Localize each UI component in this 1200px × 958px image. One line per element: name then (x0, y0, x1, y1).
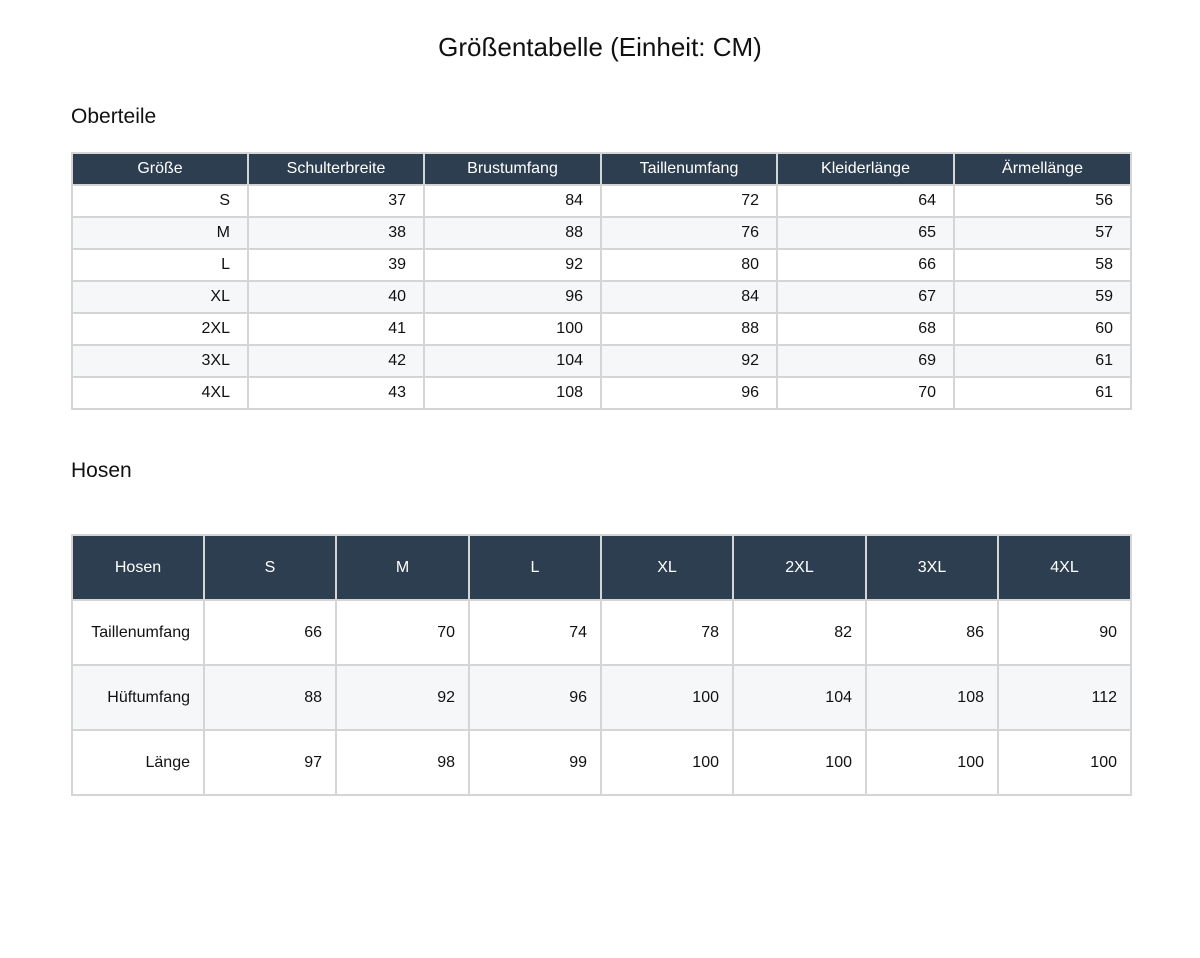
column-header: Ärmellänge (954, 153, 1131, 185)
table-cell: 66 (777, 249, 954, 281)
table-cell: 37 (248, 185, 424, 217)
pants-size-table (71, 534, 1132, 796)
column-header: XL (601, 535, 733, 600)
table-cell: 100 (866, 730, 998, 795)
table-cell: 40 (248, 281, 424, 313)
table-cell: 64 (777, 185, 954, 217)
table-cell: 43 (248, 377, 424, 409)
table-row (72, 665, 1131, 730)
table-row (72, 217, 1131, 249)
table-cell: 69 (777, 345, 954, 377)
table-row (72, 377, 1131, 409)
column-header: Kleiderlänge (777, 153, 954, 185)
table-cell: 59 (954, 281, 1131, 313)
table-cell: M (72, 217, 248, 249)
section-title-pants: Hosen (71, 459, 132, 482)
table-cell: 80 (601, 249, 777, 281)
table-cell: Hüftumfang (72, 665, 204, 730)
table-cell: 84 (424, 185, 601, 217)
table-cell: S (72, 185, 248, 217)
table-cell: 4XL (72, 377, 248, 409)
table-cell: 68 (777, 313, 954, 345)
column-header: Taillenumfang (601, 153, 777, 185)
table-cell: 82 (733, 600, 866, 665)
table-row (72, 345, 1131, 377)
table-cell: 92 (424, 249, 601, 281)
table-header-row (72, 535, 1131, 600)
table-cell: 67 (777, 281, 954, 313)
table-cell: L (72, 249, 248, 281)
table-row (72, 730, 1131, 795)
table-cell: 100 (998, 730, 1131, 795)
table-row (72, 185, 1131, 217)
table-cell: 42 (248, 345, 424, 377)
table-cell: 70 (336, 600, 469, 665)
column-header: S (204, 535, 336, 600)
table-header-row (72, 153, 1131, 185)
table-cell: 112 (998, 665, 1131, 730)
table-cell: 96 (424, 281, 601, 313)
table-cell: 65 (777, 217, 954, 249)
table-cell: 100 (601, 665, 733, 730)
column-header: 2XL (733, 535, 866, 600)
table-row (72, 249, 1131, 281)
table-row (72, 600, 1131, 665)
table-cell: 3XL (72, 345, 248, 377)
table-cell: 57 (954, 217, 1131, 249)
table-cell: 98 (336, 730, 469, 795)
table-cell: 86 (866, 600, 998, 665)
table-cell: 88 (424, 217, 601, 249)
table-cell: 76 (601, 217, 777, 249)
table-cell: 99 (469, 730, 601, 795)
table-cell: 97 (204, 730, 336, 795)
column-header: 3XL (866, 535, 998, 600)
table-cell: XL (72, 281, 248, 313)
table-cell: 56 (954, 185, 1131, 217)
table-cell: 39 (248, 249, 424, 281)
table-cell: 92 (601, 345, 777, 377)
table-cell: 96 (469, 665, 601, 730)
table-row (72, 281, 1131, 313)
table-cell: 61 (954, 377, 1131, 409)
table-cell: 104 (733, 665, 866, 730)
table-cell: 96 (601, 377, 777, 409)
tops-size-table (71, 152, 1132, 410)
column-header: L (469, 535, 601, 600)
table-cell: 104 (424, 345, 601, 377)
table-cell: 100 (424, 313, 601, 345)
column-header: M (336, 535, 469, 600)
table-cell: 61 (954, 345, 1131, 377)
table-cell: 78 (601, 600, 733, 665)
column-header: Größe (72, 153, 248, 185)
table-cell: 100 (733, 730, 866, 795)
table-cell: 72 (601, 185, 777, 217)
column-header: 4XL (998, 535, 1131, 600)
page-title: Größentabelle (Einheit: CM) (438, 32, 762, 62)
table-cell: 108 (866, 665, 998, 730)
table-cell: 41 (248, 313, 424, 345)
section-title-tops: Oberteile (71, 105, 157, 128)
table-cell: 2XL (72, 313, 248, 345)
table-cell: Länge (72, 730, 204, 795)
table-cell: 92 (336, 665, 469, 730)
table-cell: 38 (248, 217, 424, 249)
table-row (72, 313, 1131, 345)
table-cell: 74 (469, 600, 601, 665)
table-cell: 84 (601, 281, 777, 313)
table-cell: 58 (954, 249, 1131, 281)
table-cell: 60 (954, 313, 1131, 345)
table-cell: 66 (204, 600, 336, 665)
table-cell: 70 (777, 377, 954, 409)
column-header: Schulterbreite (248, 153, 424, 185)
table-cell: Taillenumfang (72, 600, 204, 665)
table-cell: 88 (601, 313, 777, 345)
table-cell: 88 (204, 665, 336, 730)
table-cell: 100 (601, 730, 733, 795)
table-cell: 108 (424, 377, 601, 409)
column-header: Hosen (72, 535, 204, 600)
column-header: Brustumfang (424, 153, 601, 185)
table-cell: 90 (998, 600, 1131, 665)
